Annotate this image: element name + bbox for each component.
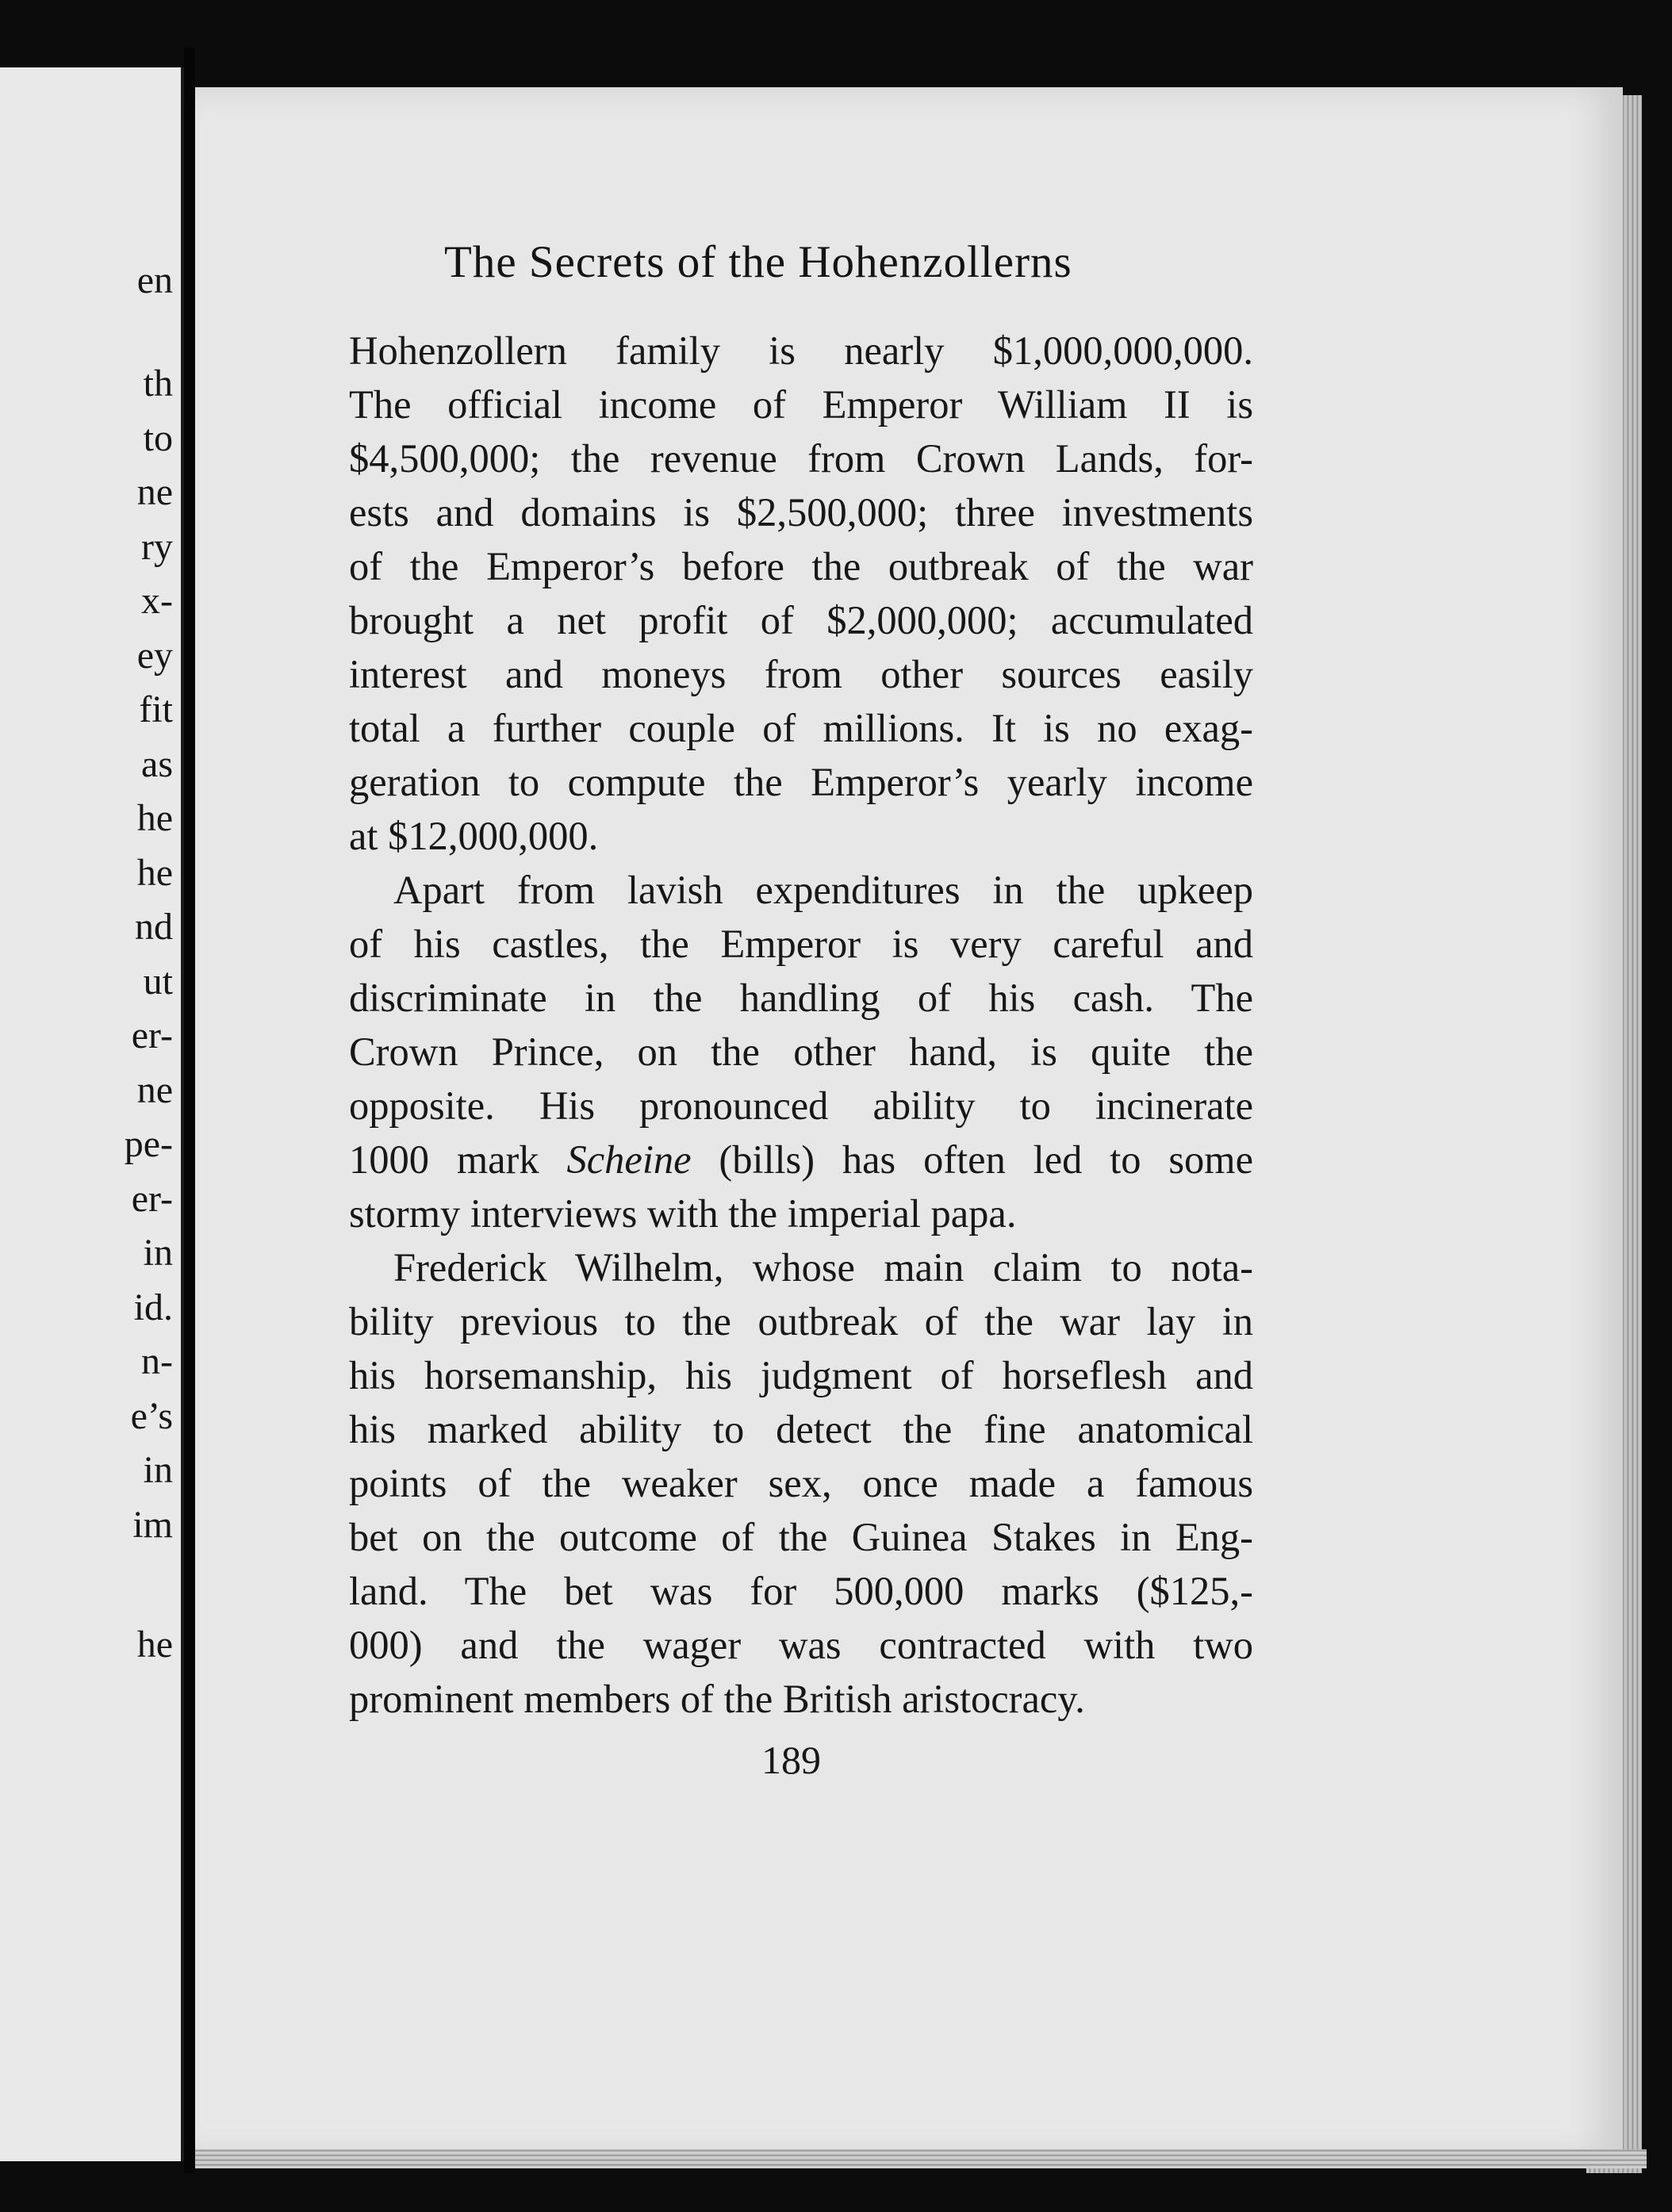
left-page-word-fragment: ey: [136, 634, 173, 677]
text-line: of the Emperor’s before the outbreak of the war: [349, 544, 1253, 588]
text-line: 1000 mark Scheine (bills) has often led to some: [349, 1137, 1254, 1182]
text-line: geration to compute the Emperor’s yearly income: [349, 760, 1253, 804]
left-page-word-fragment: fit: [139, 688, 173, 730]
text-line: $4,500,000; the revenue from Crown Lands, for-: [349, 436, 1253, 481]
text-line: of his castles, the Emperor is very careful and: [349, 922, 1253, 966]
left-page-word-fragment: in: [143, 1232, 173, 1274]
left-page-fragment: [0, 67, 186, 2161]
body-text: [349, 324, 1253, 1726]
left-page-word-fragment: er-: [131, 1014, 173, 1056]
left-page-word-fragment: he: [136, 797, 173, 839]
left-page-word-fragment: n-: [141, 1340, 173, 1382]
left-page-word-fragment: pe-: [124, 1123, 173, 1165]
left-page-word-fragment: e’s: [130, 1394, 173, 1437]
text-line: points of the weaker sex, once made a famous: [349, 1461, 1253, 1505]
text-line: interest and moneys from other sources easily: [349, 652, 1253, 696]
text-line: discriminate in the handling of his cash. The: [349, 976, 1253, 1020]
running-head: The Secrets of the Hohenzollerns: [444, 237, 1072, 287]
left-page-word-fragment: he: [136, 851, 173, 894]
left-page-word-fragment: in: [143, 1449, 173, 1491]
text-line: his marked ability to detect the fine anatomical: [349, 1407, 1253, 1451]
text-line: total a further couple of millions. It is no exag-: [349, 706, 1253, 750]
left-page-word-fragment: to: [143, 416, 173, 459]
text-line: bility previous to the outbreak of the war lay in: [349, 1299, 1253, 1344]
text-line: Frederick Wilhelm, whose main claim to nota-: [393, 1245, 1253, 1290]
text-line: 000) and the wager was contracted with two: [349, 1623, 1253, 1667]
text-line: bet on the outcome of the Guinea Stakes in Eng-: [349, 1515, 1253, 1559]
text-line: The official income of Emperor William II is: [349, 382, 1253, 427]
text-line: his horsemanship, his judgment of horseflesh and: [349, 1353, 1253, 1397]
left-page-word-fragment: he: [136, 1624, 173, 1666]
page-number: 189: [761, 1738, 821, 1782]
text-line: stormy interviews with the imperial papa.: [349, 1191, 1017, 1236]
text-line: land. The bet was for 500,000 marks ($125,-: [349, 1569, 1253, 1613]
text-line: Hohenzollern family is nearly $1,000,000,000.: [349, 328, 1253, 373]
paragraph: [349, 863, 1253, 1240]
text-line: prominent members of the British aristocracy.: [349, 1677, 1085, 1721]
left-page-word-fragment: en: [136, 259, 173, 301]
book-gutter: [184, 48, 195, 2173]
left-page-word-fragment: ne: [136, 1068, 173, 1111]
left-page-word-fragment: id.: [133, 1286, 173, 1328]
left-page-word-fragment: as: [141, 742, 173, 785]
text-line: ests and domains is $2,500,000; three investments: [349, 490, 1253, 535]
left-page-word-fragment: th: [143, 362, 173, 404]
text-line: Apart from lavish expenditures in the upkeep: [393, 868, 1253, 912]
left-page-word-fragment: ne: [136, 471, 173, 513]
left-page-word-fragment: im: [132, 1503, 173, 1546]
left-page-word-fragment: ut: [143, 960, 173, 1002]
left-page-word-fragment: nd: [135, 906, 173, 948]
paragraph: [349, 1240, 1253, 1726]
paragraph: [349, 324, 1253, 863]
text-line: brought a net profit of $2,000,000; accumulated: [349, 598, 1253, 642]
text-line: at $12,000,000.: [349, 814, 599, 858]
page-bottom-edge: [195, 2149, 1647, 2168]
left-page-word-fragment: er-: [131, 1177, 173, 1220]
left-page-word-fragment: ry: [141, 525, 173, 568]
left-page-word-fragment: x-: [141, 580, 173, 622]
text-line: Crown Prince, on the other hand, is quite the: [349, 1029, 1253, 1074]
text-line: opposite. His pronounced ability to incinerate: [349, 1083, 1253, 1128]
